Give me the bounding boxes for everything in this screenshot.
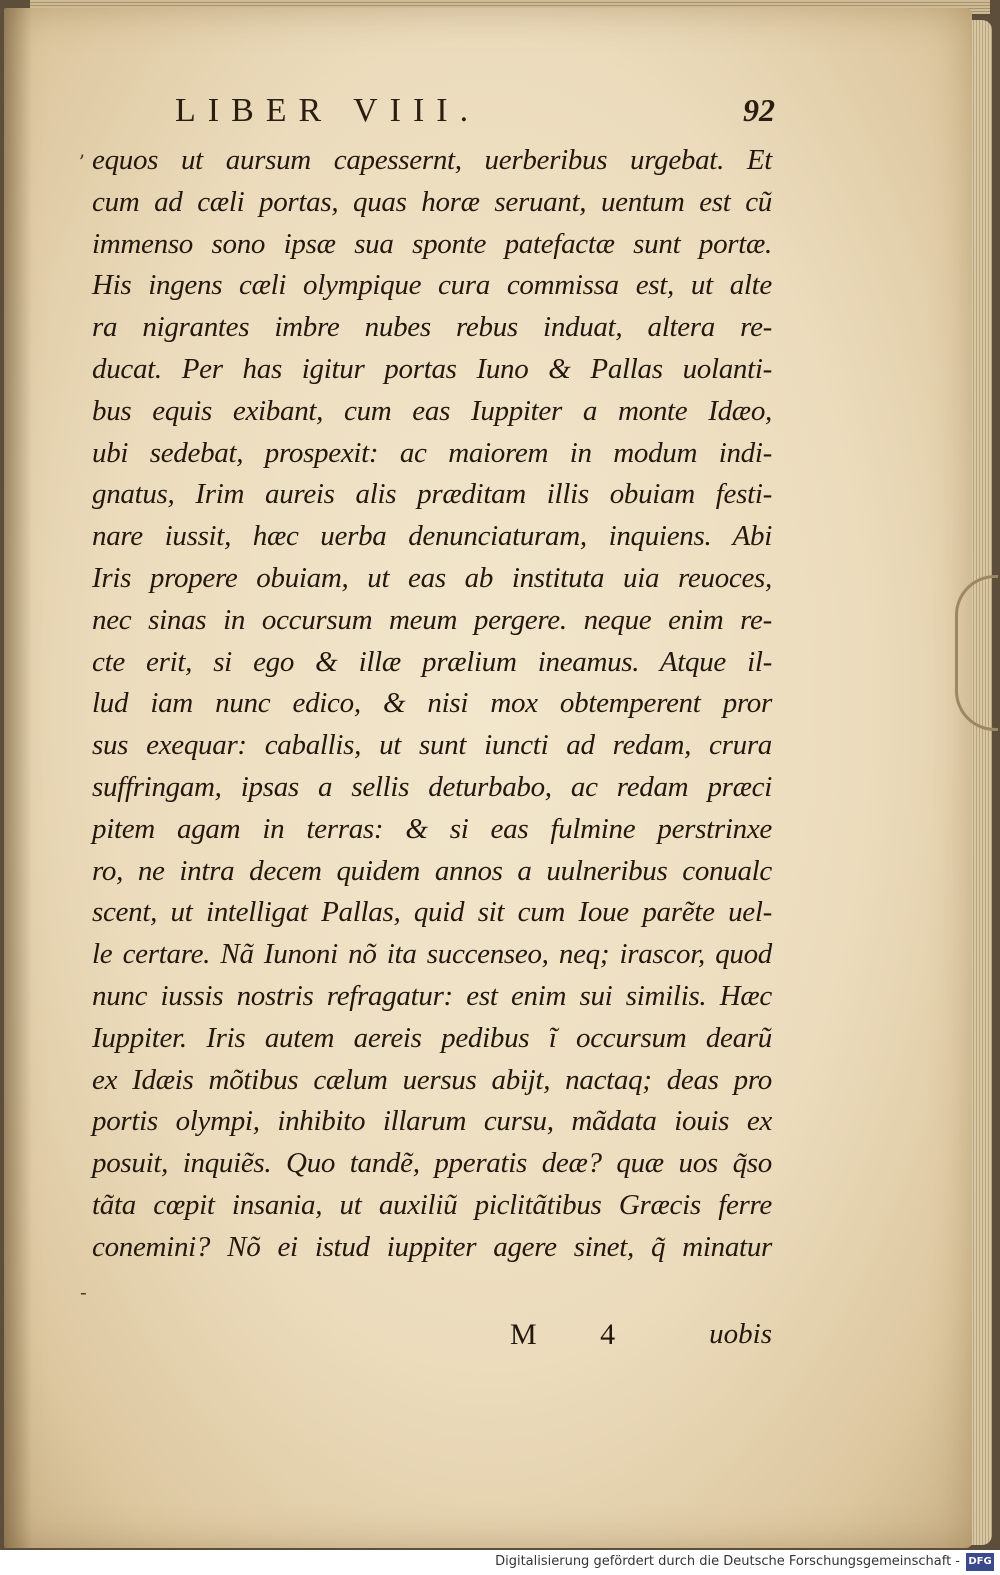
text-line: ducat. Per has igitur portas Iuno & Pallas uolanti-	[92, 352, 772, 385]
text-line: Iuppiter. Iris autem aereis pedibus ĩ occursum dearũ	[92, 1021, 772, 1054]
running-title: LIBER VIII.	[175, 92, 481, 129]
text-line: sus exequar: caballis, ut sunt iuncti ad redam, crura	[92, 729, 772, 762]
text-line: His ingens cæli olympique cura commissa est, ut alte	[92, 269, 772, 302]
text-line: nare iussit, hæc uerba denunciaturam, inquiens. Abi	[92, 520, 772, 553]
text-line: gnatus, Irim aureis alis præditam illis obuiam festi-	[92, 478, 772, 511]
text-line: cte erit, si ego & illæ prælium ineamus. Atque il-	[92, 645, 772, 678]
text-line: tãta cœpit insania, ut auxiliũ piclitãtibus Græcis ferre	[92, 1188, 772, 1221]
text-line: nunc iussis nostris refragatur: est enim sui similis. Hæc	[92, 979, 772, 1012]
stray-ink-mark: -	[80, 1280, 87, 1304]
text-line: conemini? Nõ ei istud iuppiter agere sinet, q̃ minatur	[92, 1230, 772, 1263]
text-line: posuit, inquiẽs. Quo tandẽ, pperatis deæ? quæ uos q̃so	[92, 1147, 772, 1180]
text-line: le certare. Nã Iunoni nõ ita succenseo, neq; irascor, quod	[92, 938, 772, 971]
text-line: nec sinas in occursum meum pergere. neque enim re-	[92, 603, 772, 636]
dfg-logo-icon: DFG	[966, 1553, 994, 1571]
stray-ink-mark: ʼ	[78, 150, 85, 174]
text-line: ex Idæis mõtibus cælum uersus abijt, nactaq; deas pro	[92, 1063, 772, 1096]
page-gutter-shadow	[4, 8, 32, 1548]
text-line: equos ut aursum capessernt, uerberibus urgebat. Et	[92, 144, 772, 176]
funding-credit: Digitalisierung gefördert durch die Deutsche Forschungsgemeinschaft -	[495, 1554, 960, 1569]
text-line: portis olympi, inhibito illarum cursu, mãdata iouis ex	[92, 1105, 772, 1138]
body-text	[92, 140, 772, 1269]
text-line: bus equis exibant, cum eas Iuppiter a monte Idæo,	[92, 394, 772, 427]
text-line: ra nigrantes imbre nubes rebus induat, altera re-	[92, 311, 772, 344]
text-line: scent, ut intelligat Pallas, quid sit cum Ioue parẽte uel-	[92, 896, 772, 929]
text-line: pitem agam in terras: & si eas fulmine perstrinxe	[92, 812, 772, 845]
folio-number: 92	[743, 92, 775, 128]
text-line: immenso sono ipsæ sua sponte patefactæ sunt portæ.	[92, 227, 772, 260]
catchword: uobis	[709, 1318, 772, 1350]
text-line: ro, ne intra decem quidem annos a uulneribus conualc	[92, 854, 772, 887]
text-line: ubi sedebat, prospexit: ac maiorem in modum indi-	[92, 436, 772, 469]
running-head	[175, 92, 775, 142]
text-line: suffringam, ipsas a sellis deturbabo, ac redam præci	[92, 770, 772, 803]
digitization-footer	[0, 1550, 1000, 1575]
text-line: cum ad cæli portas, quas horæ seruant, uentum est cũ	[92, 185, 772, 218]
signature-line	[92, 1318, 772, 1362]
text-line: Iris propere obuiam, ut eas ab instituta uia reuoces,	[92, 561, 772, 594]
text-line: lud iam nunc edico, & nisi mox obtemperent pror	[92, 687, 772, 720]
clasp-impression	[955, 575, 998, 731]
signature-mark: M 4	[510, 1318, 644, 1351]
